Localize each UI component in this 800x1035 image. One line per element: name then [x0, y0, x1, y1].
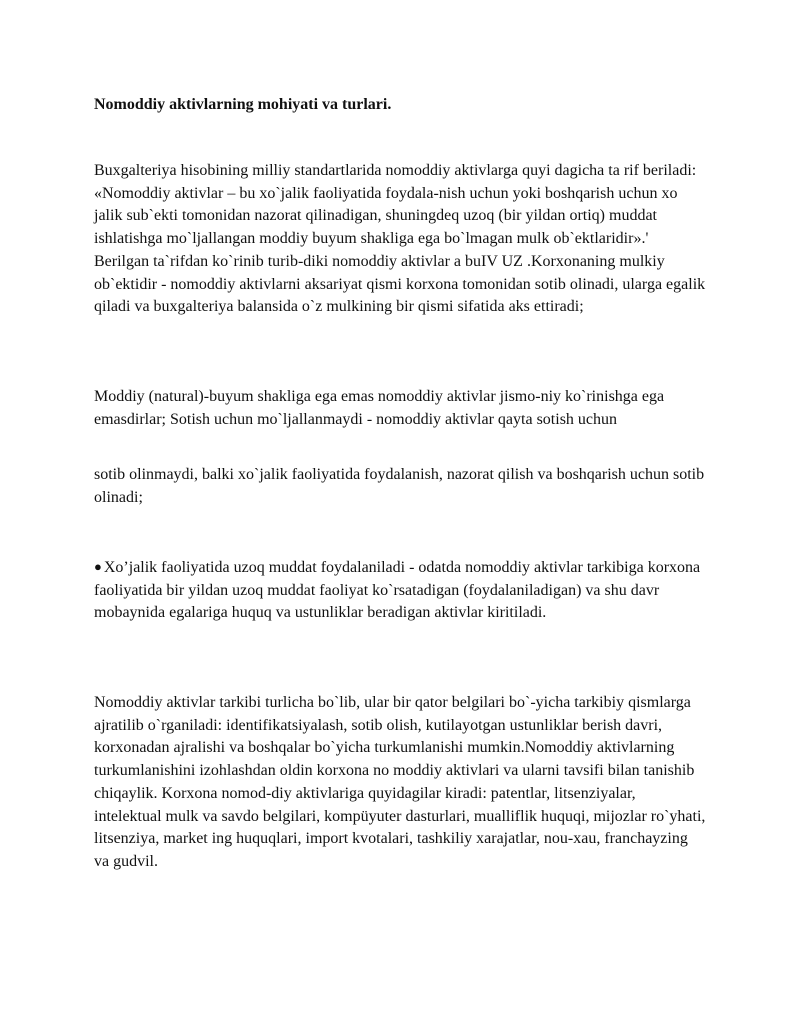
document-title: Nomoddiy aktivlarning mohiyati va turlari.: [94, 96, 392, 113]
bullet-text: Xo’jalik faoliyatida uzoq muddat foydalaniladi - odatda nomoddiy aktivlar tarkibiga korxona faoliyatida bir yildan uzoq muddat faoliyat ko`rsatadigan (foydalaniladigan) va shu davr mobaynida egalariga huquq va ustunliklar beradigan aktivlar kiritiladi.: [94, 559, 701, 622]
paragraph-natural-form: Moddiy (natural)-buyum shakliga ega emas nomoddiy aktivlar jismo-niy ko`rinishga ega emasdirlar; Sotish uchun mo`ljallanmaydi - nomoddiy aktivlar qayta sotish uchun: [94, 388, 665, 428]
paragraph-composition: Nomoddiy aktivlar tarkibi turlicha bo`lib, ular bir qator belgilari bo`-yicha tarkibiy qismlarga ajratilib o`rganiladi: identifikatsiyalash, sotib olish, kutilayotgan ustunliklar berish davri, korxonadan ajralishi va boshqalar bo`yicha turkumlanishi mumkin.Nomoddiy aktivlarning turkumlanishini izohlashdan oldin korxona no moddiy aktivlari va ularni tavsifi bilan tanishib chiqaylik. Korxona nomod-diy aktivlariga quyidagilar kiradi: patentlar, litsenziyalar, intelektual mulk va savdo belgilari, kompüyuter dasturlari, mualliflik huquqi, mijozlar ro`yhati, litsenziya, market ing huquqlari, import kvotalari, tashkiliy xarajatlar, nou-xau, franchayzing va gudvil.: [94, 694, 706, 870]
paragraph-long-term-use: [94, 556, 706, 625]
bullet-icon: ●: [94, 559, 102, 574]
paragraph-definition: Buxgalteriya hisobining milliy standartlarida nomoddiy aktivlarga quyi dagicha ta rif beriladi: «Nomoddiy aktivlar – bu xo`jalik faoliyatida foydala-nish uchun yoki boshqarish uchun xo jalik sub`ekti tomonidan nazorat qilinadigan, shuningdeq uzoq (bir yildan ortiq) muddat ishlatishga mo`ljallangan moddiy buyum shakliga ega bo`lmagan mulk ob`ektlaridir».' Berilgan ta`rifdan ko`rinib turib-diki nomoddiy aktivlar a buIV UZ .Korxonaning mulkiy ob`ektidir - nomoddiy aktivlarni aksariyat qismi korxona tomonidan sotib olinadi, ularga egalik qiladi va buxgalteriya balansida o`z mulkining bir qismi sifatida aks ettiradi;: [94, 162, 706, 316]
paragraph-purchase-purpose: sotib olinmaydi, balki xo`jalik faoliyatida foydalanish, nazorat qilish va boshqarish uchun sotib olinadi;: [94, 466, 705, 506]
